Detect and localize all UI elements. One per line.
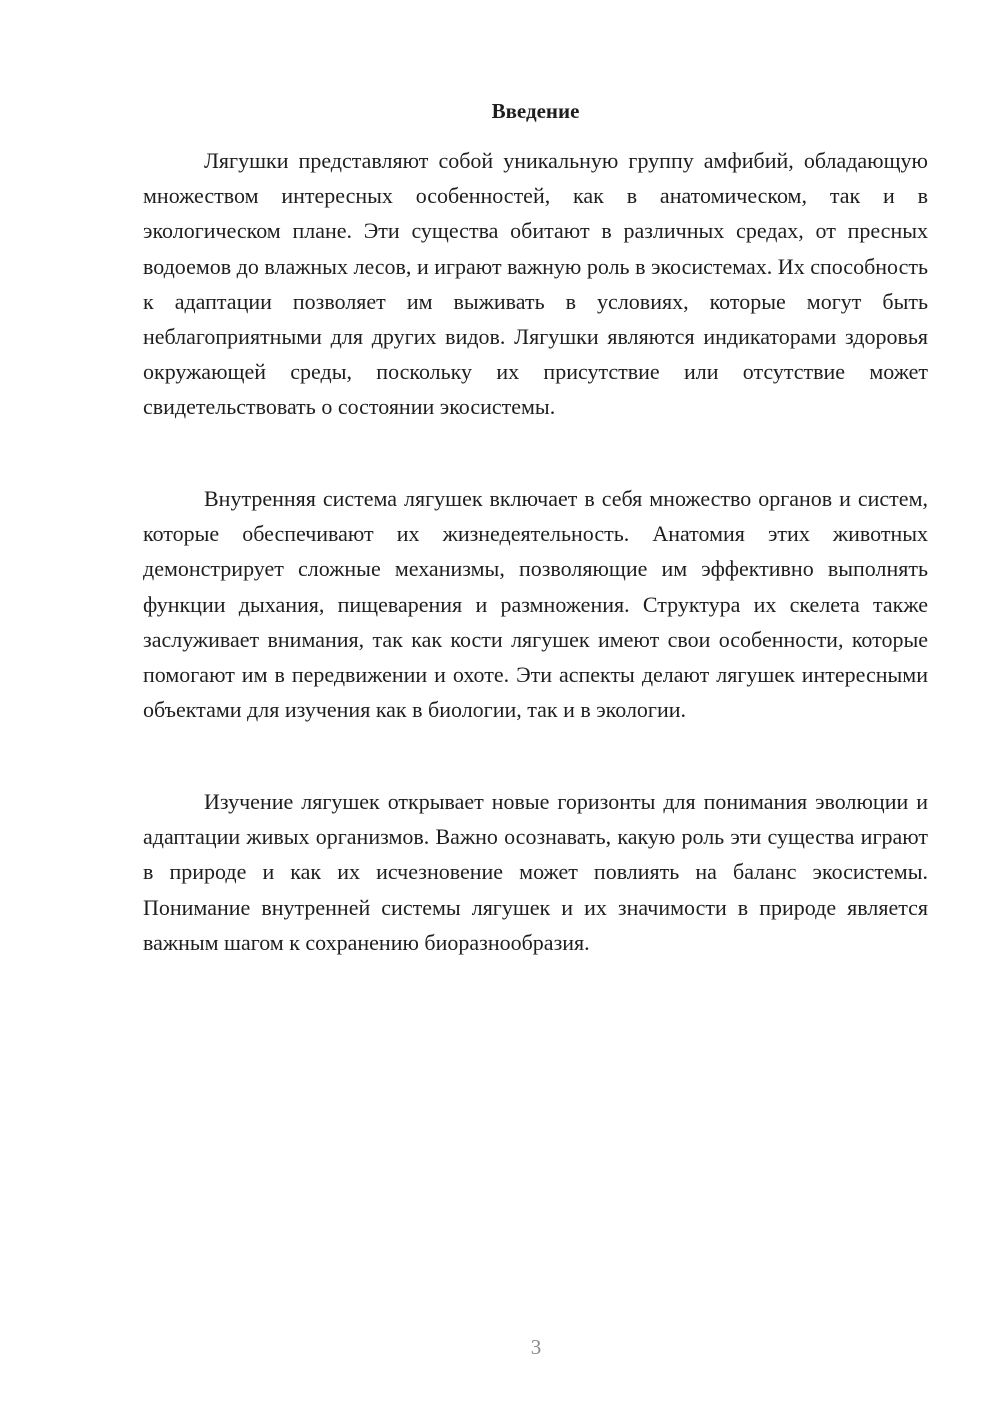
- body-paragraph-1: [143, 143, 928, 425]
- paragraph-text: Изучение лягушек открывает новые горизонты для понимания эволюции и адаптации живых организмов. Важно осознавать, какую роль эти существа играют в природе и как их исчезновение может повлиять на баланс экосистемы. Понимание внутренней системы лягушек и их значимости в природе является важным шагом к сохранению биоразнообразия.: [143, 789, 928, 955]
- page-number: 3: [530, 1335, 542, 1359]
- body-paragraph-3: [143, 784, 928, 960]
- paragraph-text: Внутренняя система лягушек включает в себя множество органов и систем, которые обеспечивают их жизнедеятельность. Анатомия этих животных демонстрирует сложные механизмы, позволяющие им эффективно выполнять функции дыхания, пищеварения и размножения. Структура их скелета также заслуживает внимания, так как кости лягушек имеют свои особенности, которые помогают им в передвижении и охоте. Эти аспекты делают лягушек интересными объектами для изучения как в биологии, так и в экологии.: [143, 486, 928, 723]
- page-title: Введение: [491, 99, 580, 123]
- body-paragraph-2: [143, 481, 928, 727]
- paragraph-text: Лягушки представляют собой уникальную группу амфибий, обладающую множеством интересных особенностей, как в анатомическом, так и в экологическом плане. Эти существа обитают в различных средах, от пресных водоемов до влажных лесов, и играют важную роль в экосистемах. Их способность к адаптации позволяет им выживать в условиях, которые могут быть неблагоприятными для других видов. Лягушки являются индикаторами здоровья окружающей среды, поскольку их присутствие или отсутствие может свидетельствовать о состоянии экосистемы.: [143, 148, 928, 420]
